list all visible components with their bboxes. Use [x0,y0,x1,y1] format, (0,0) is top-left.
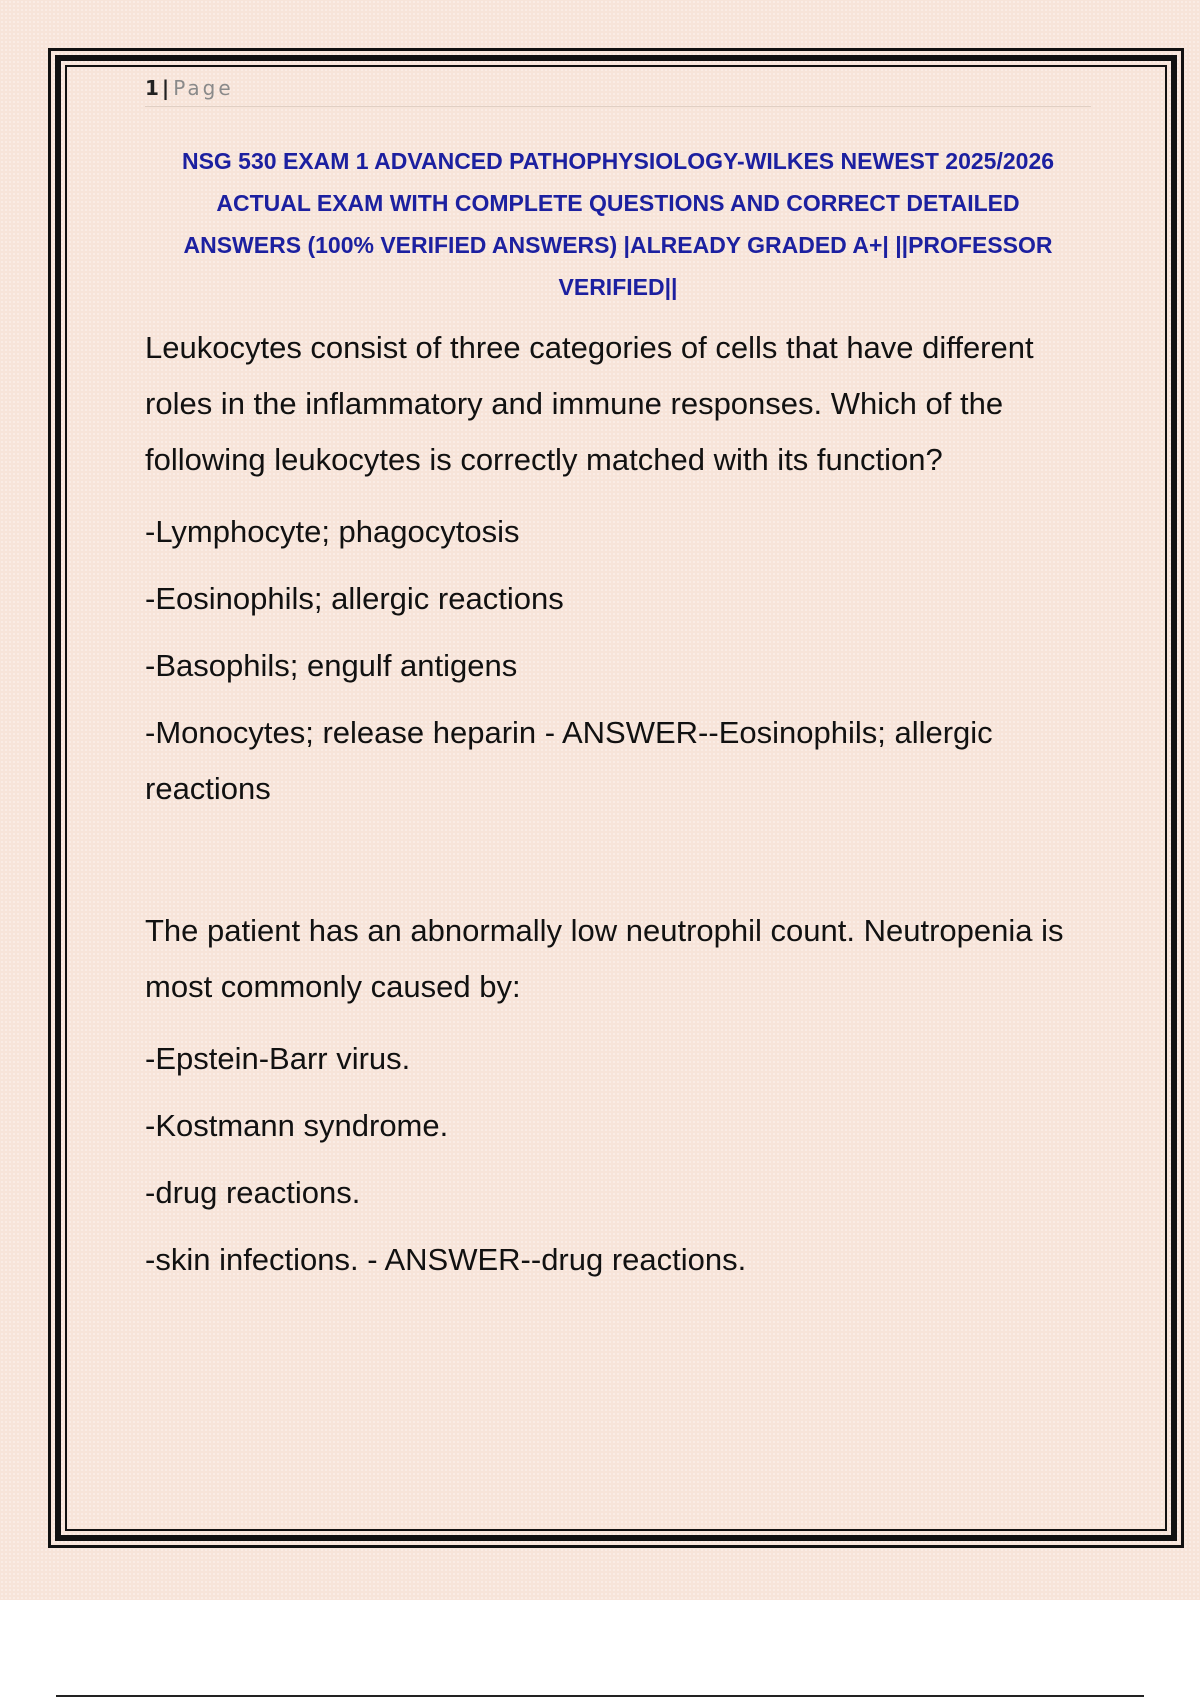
page-number: 1 [145,76,159,100]
title-line-2: ACTUAL EXAM WITH COMPLETE QUESTIONS AND CORRECT DETAILED [216,190,1020,216]
title-line-3: ANSWERS (100% VERIFIED ANSWERS) |ALREADY GRADED A+| ||PROFESSOR [183,232,1053,258]
question-1-stem: Leukocytes consist of three categories of cells that have different roles in the inflammatory and immune responses. Which of the following leukocytes is correctly matched with its function? [145,330,1034,477]
title-line-4: VERIFIED|| [558,274,678,300]
question-2-option-4-with-answer: -skin infections. - ANSWER--drug reactions. [145,1242,747,1277]
title-line-1: NSG 530 EXAM 1 ADVANCED PATHOPHYSIOLOGY-WILKES NEWEST 2025/2026 [181,148,1055,174]
page-separator: | [161,76,170,100]
question-2-option-1: -Epstein-Barr virus. [145,1041,411,1076]
question-2-option-3: -drug reactions. [145,1175,361,1210]
question-2-option-2: -Kostmann syndrome. [145,1108,449,1143]
page-label: Page [173,76,234,100]
question-1-option-4-with-answer: -Monocytes; release heparin - ANSWER--Eosinophils; allergic reactions [145,715,993,806]
footer-divider [56,1695,1144,1697]
question-2-stem: The patient has an abnormally low neutrophil count. Neutropenia is most commonly caused by: [145,913,1064,1004]
question-1-option-2: -Eosinophils; allergic reactions [145,581,564,616]
page-header [145,74,1091,107]
question-1-option-1: -Lymphocyte; phagocytosis [145,514,520,549]
question-1-option-3: -Basophils; engulf antigens [145,648,518,683]
document-body [145,320,1091,1288]
document-title [145,140,1091,308]
